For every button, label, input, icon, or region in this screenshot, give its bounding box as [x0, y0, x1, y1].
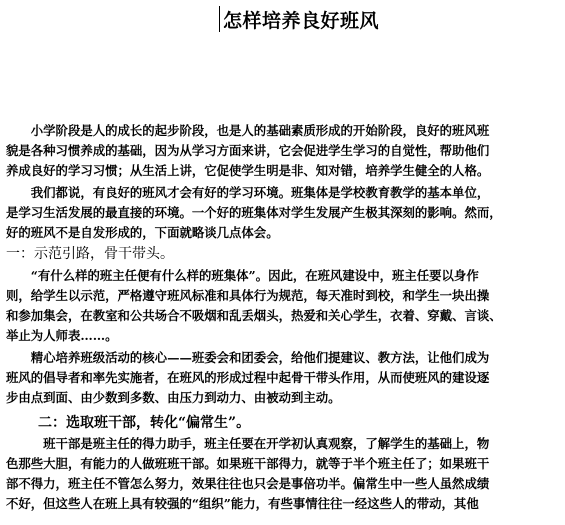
paragraph-example [6, 266, 560, 346]
section-heading-1: 一：示范引路，骨干带头。 [6, 246, 174, 262]
paragraph-committee [6, 348, 560, 408]
paragraph-line: 色那些大胆，有能力的人做班班干部。如果班干部得力，就等于半个班主任了；如果班干 [6, 456, 490, 471]
paragraph-line: 班风的倡导者和率先实施者，在班风的形成过程中起骨干带头作用，从而使班风的建设逐 [6, 370, 490, 385]
section-heading-2: 二：选取班干部，转化“偏常生”。 [38, 415, 251, 431]
paragraph-intro [6, 121, 560, 181]
paragraph-line: 则，给学生以示范，严格遵守班风标准和具体行为规范，每天准时到校，和学生一块出操 [6, 288, 490, 303]
paragraph-line: 我们都说，有良好的班风才会有好的学习环境。班集体是学校教育教学的基本单位， [6, 185, 490, 200]
paragraph-line: 是学习生活发展的最直接的环境。一个好的班集体对学生发展产生极其深刻的影响。然而， [6, 205, 502, 220]
paragraph-line: 好的班风不是自发形成的，下面就略谈几点体会。 [6, 225, 279, 240]
paragraph-line: 养成良好的学习习惯；从生活上讲，它促使学生明是非、知对错，培养学生健全的人格。 [6, 163, 490, 178]
paragraph-line: 不好，但这些人在班上具有较强的“组织”能力，有些事情往往一经这些人的带动，其他 [6, 496, 479, 511]
paragraph-line: 部不得力，班主任不管怎么努力，效果往往也只会是事倍功半。偏常生中一些人虽然成绩 [6, 476, 490, 491]
paragraph-line: “有什么样的班主任便有什么样的班集体”。因此，在班风建设中，班主任要以身作 [6, 268, 479, 283]
paragraph-line: 步由点到面、由少数到多数、由压力到动力、由被动到主动。 [6, 390, 341, 405]
paragraph-line: 举止为人师表……。 [6, 328, 118, 343]
paragraph-line: 貌是各种习惯养成的基础，因为从学习方面来讲，它会促进学生学习的自觉性，帮助他们 [6, 143, 490, 158]
paragraph-line: 和参加集会，在教室和公共场合不吸烟和乱丢烟头，热爱和关心学生，衣着、穿戴、言谈、 [6, 308, 502, 323]
title-area [219, 6, 379, 32]
paragraph-cadres [6, 434, 560, 514]
text-cursor [219, 6, 220, 32]
paragraph-environment [6, 183, 560, 243]
paragraph-line: 小学阶段是人的成长的起步阶段，也是人的基础素质形成的开始阶段，良好的班风班 [6, 123, 490, 138]
document-title: 怎样培养良好班风 [223, 9, 380, 32]
paragraph-line: 精心培养班级活动的核心——班委会和团委会，给他们提建议、教方法，让他们成为 [6, 350, 490, 365]
paragraph-line: 班干部是班主任的得力助手，班主任要在开学初认真观察，了解学生的基础上，物 [6, 436, 490, 451]
